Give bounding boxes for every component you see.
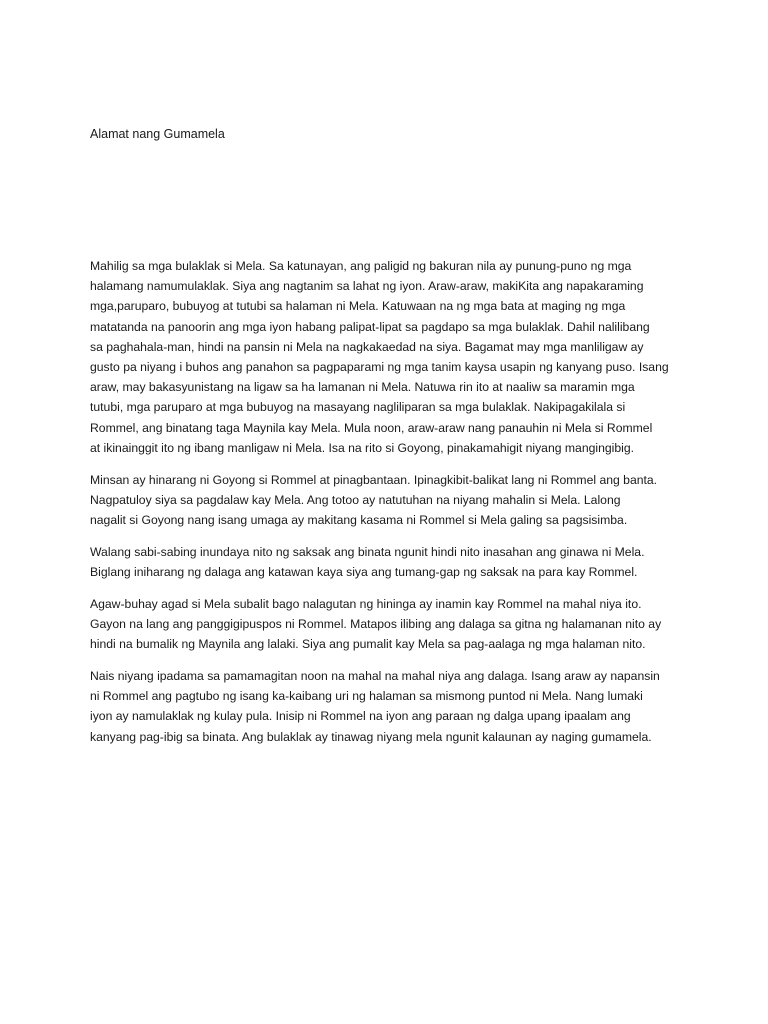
text-line: Agaw-buhay agad si Mela subalit bago nalagutan ng hininga ay inamin kay Rommel na mahal niya ito. [90,597,642,611]
text-line: mga,paruparo, bubuyog at tutubi sa halaman ni Mela. Katuwaan na ng mga bata at maging ng mga [90,299,626,314]
text-line: Nagpatuloy siya sa pagdalaw kay Mela. Ang totoo ay natutuhan na niyang mahalin si Mela. Lalong [90,493,621,508]
text-line: Gayon na lang ang panggigipuspos ni Rommel. Matapos ilibing ang dalaga sa gitna ng halamanan nito ay [90,617,662,632]
text-line: iyon ay namulaklak ng kulay pula. Inisip ni Rommel na iyon ang paraan ng dalga upang ipaalam ang [90,709,631,724]
text-line: Minsan ay hinarang ni Goyong si Rommel at pinagbantaan. Ipinagkibit-balikat lang ni Rommel ang banta. [90,473,658,487]
text-line: hindi na bumalik ng Maynila ang lalaki. Siya ang pumalit kay Mela sa pag-aalaga ng mga halaman nito. [90,637,646,652]
paragraph-3 [90,542,690,582]
text-line: Rommel, ang binatang taga Maynila kay Mela. Mula noon, araw-araw nang panauhin ni Mela si Rommel [90,420,653,435]
text-line: Mahilig sa mga bulaklak si Mela. Sa katunayan, ang paligid ng bakuran nila ay punung-puno ng mga [90,259,632,273]
text-line: Biglang iniharang ng dalaga ang katawan kaya siya ang tumang-gap ng saksak na para kay Rommel. [90,565,638,580]
text-line: araw, may bakasyunistang na ligaw sa ha lamanan ni Mela. Natuwa rin ito at naaliw sa maramin mga [90,380,635,395]
text-line: Walang sabi-sabing inundaya nito ng saksak ang binata ngunit hindi nito inasahan ang ginawa ni Mela. [90,545,645,559]
text-line: kanyang pag-ibig sa binata. Ang bulaklak ay tinawag niyang mela ngunit kalaunan ay naging gumamela. [90,729,652,744]
text-line: at ikinainggit ito ng ibang manligaw ni Mela. Isa na rito si Goyong, pinakamahigit niyang mangingibig. [90,440,635,455]
text-line: Nais niyang ipadama sa pamamagitan noon na mahal na mahal niya ang dalaga. Isang araw ay napansin [90,669,660,683]
paragraph-4 [90,594,690,655]
text-line: nagalit si Goyong nang isang umaga ay makitang kasama ni Rommel si Mela galing sa pagsisimba. [90,513,628,528]
paragraph-5 [90,666,690,747]
text-line: gusto pa niyang i buhos ang panahon sa pagpaparami ng mga tanim kaysa usapin ng kanyang puso. Isang [90,359,669,374]
text-line: matatanda na panoorin ang mga iyon habang palipat-lipat sa pagdapo sa mga bulaklak. Dahil nalilibang [90,319,650,334]
text-line: sa paghahala-man, hindi na pansin ni Mela na nagkakaedad na siya. Bagamat may mga manliligaw ay [90,339,644,354]
document-title: Alamat nang Gumamela [90,127,225,141]
text-line: tutubi, mga paruparo at mga bubuyog na masayang nagliliparan sa mga bulaklak. Nakipagakilala si [90,400,626,415]
text-line: ni Rommel ang pagtubo ng isang ka-kaibang uri ng halaman sa mismong puntod ni Mela. Nang lumaki [90,689,643,704]
paragraph-1 [90,256,690,458]
paragraph-2 [90,470,690,531]
text-line: halamang namumulaklak. Siya ang nagtanim sa lahat ng iyon. Araw-araw, makiKita ang napakaraming [90,279,644,294]
